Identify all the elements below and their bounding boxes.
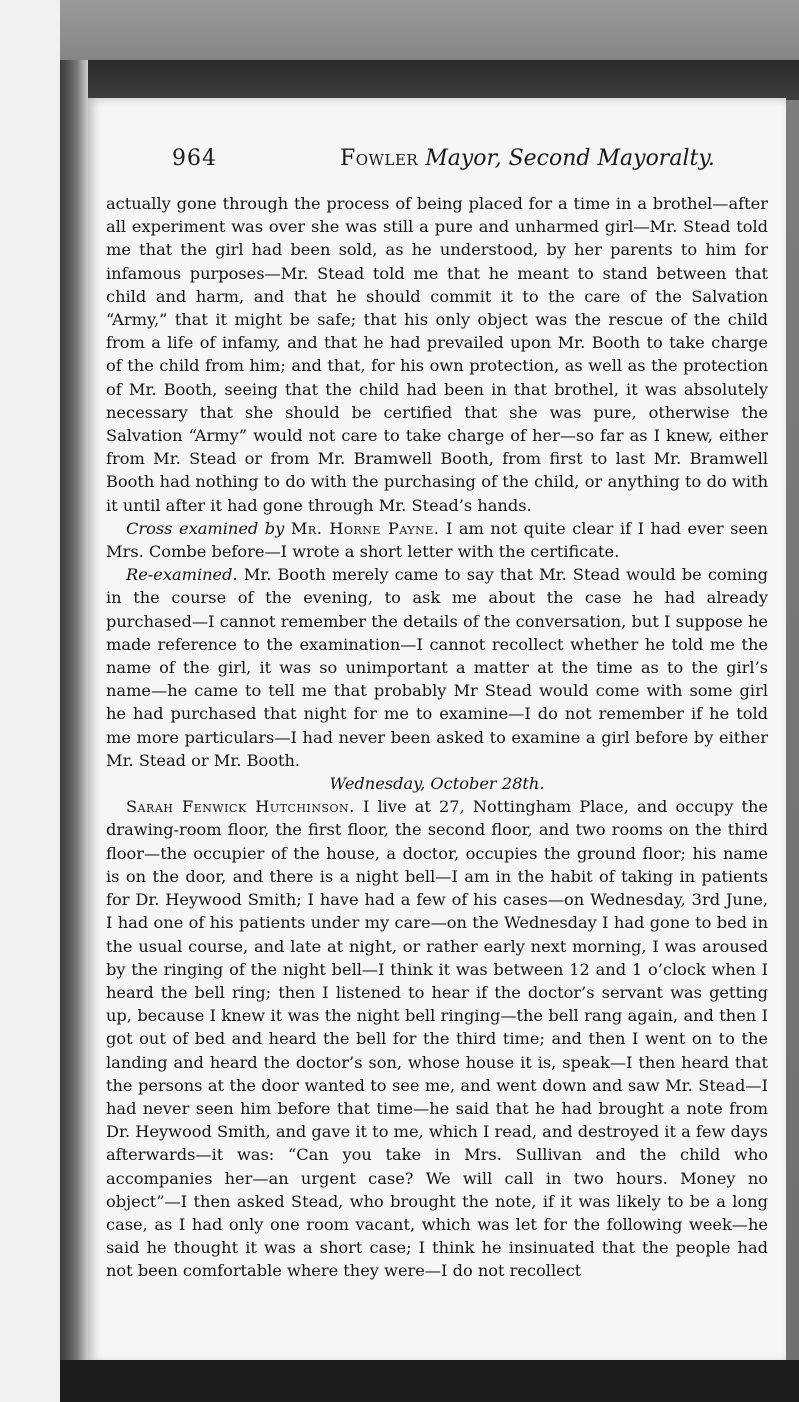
witness-name: Sarah Fenwick Hutchinson. — [126, 797, 355, 817]
running-head-name: Fowler — [340, 146, 419, 171]
re-examination-text: Mr. Booth merely came to say that Mr. Stead would be coming in the course of the evening, to ask me about the case he had already purchased—I cannot remember the details of the conversation, but I suppose he made reference to the examination—I cannot recollect whether he told me the name of the girl, it was so unimportant a matter at the time as to the girl’s name—he came to tell me that probably Mr Stead would come with some girl he had purchased that night for me to examine—I do not remember if he told me more particulars—I had never been asked to examine a girl before by either Mr. Stead or Mr. Booth. — [106, 565, 768, 770]
page-number: 964 — [172, 146, 217, 171]
paragraph-witness-testimony — [106, 795, 768, 1282]
examiner-name: Mr. Horne Payne. — [290, 518, 440, 538]
scan-margin — [0, 0, 60, 1402]
page-header — [172, 146, 772, 186]
book-binding — [60, 60, 88, 1402]
paragraph-cross-examination — [106, 517, 768, 563]
book-bottom-edge — [60, 1360, 799, 1402]
cross-examined-label: Cross examined by — [126, 518, 285, 538]
page-body — [106, 192, 768, 1283]
cross-examination-text: I am not quite clear if I had ever seen Mrs. Combe before—I wrote a short letter with the certificate. — [106, 518, 768, 562]
date-heading: Wednesday, October 28th. — [329, 774, 545, 794]
paragraph-re-examination — [106, 563, 768, 772]
book-top-edge — [60, 60, 799, 100]
running-head-title: Mayor, Second Mayoralty. — [425, 146, 715, 171]
paragraph-testimony-continued: actually gone through the process of being placed for a time in a brothel—after all experiment was over she was still a pure and unharmed girl—Mr. Stead told me that the girl had been sold, as he understood, by her parents to him for infamous purposes—Mr. Stead told me that he meant to stand between that child and harm, and that he should commit it to the care of the Salvation “Army,” that it might be safe; that his only object was the rescue of the child from a life of infamy, and that he had prevailed upon Mr. Booth to take charge of the child from him; and that, for his own protection, as well as the protection of Mr. Booth, seeing that the child had been in that brothel, it was absolutely necessary that she should be certified that she was pure, otherwise the Salvation “Army” would not care to take charge of her—so far as I knew, either from Mr. Stead or from Mr. Bramwell Booth, from first to last Mr. Bramwell Booth had nothing to do with the purchasing of the child, or anything to do with it until after it had gone through Mr. Stead’s hands. — [106, 194, 768, 515]
witness-testimony-text: I live at 27, Nottingham Place, and occupy the drawing-room floor, the first floor, the second floor, and two rooms on the third floor—the occupier of the house, a doctor, occupies the ground floor; his name is on the door, and there is a night bell—I am in the habit of taking in patients for Dr. Heywood Smith; I have had a few of his cases—on Wednesday, 3rd June, I had one of his patients under my care—on the Wednesday I had gone to bed in the usual course, and late at night, or rather early next morning, I was aroused by the ringing of the night bell—I think it was between 12 and 1 o’clock when I heard the bell ring; then I listened to hear if the doctor’s servant was getting up, because I knew it was the night bell ringing—the bell rang again, and then I got out of bed and heard the bell for the third time; and then I went on to the landing and heard the doctor’s son, whose house it is, speak—I then heard that the persons at the door wanted to see me, and went down and saw Mr. Stead—I had never seen him before that time—he said that he had brought a note from Dr. Heywood Smith, and gave it to me, which I read, and destroyed it a few days afterwards—it was: “Can you take in Mrs. Sullivan and the child who accompanies her—an urgent case? We will call in two hours. Money no object”—I then asked Stead, who brought the note, if it was likely to be a long case, as I had only one room vacant, which was let for the following week—he said he thought it was a short case; I think he insinuated that the people had not been comfortable where they were—I do not recollect — [106, 797, 768, 1281]
re-examined-label: Re-examined. — [126, 565, 238, 585]
running-head — [340, 146, 715, 171]
